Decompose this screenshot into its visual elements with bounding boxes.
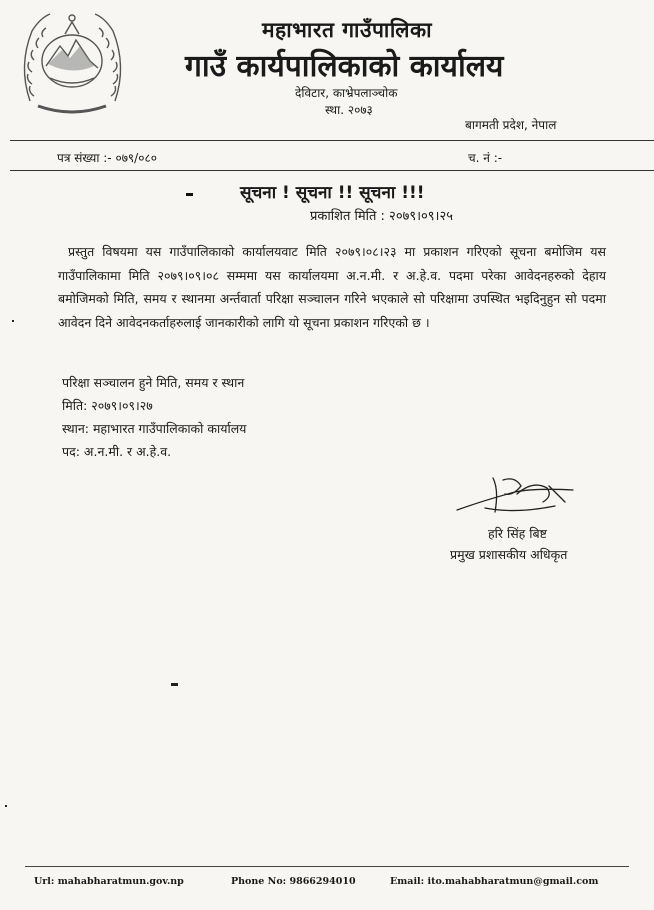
- municipality-name: महाभारत गाउँपालिका: [262, 18, 433, 42]
- letter-number: पत्र संख्या :- ०७९/०८०: [57, 151, 157, 165]
- header-divider-bottom: [10, 170, 654, 171]
- notice-title: सूचना ! सूचना !! सूचना !!!: [240, 183, 425, 203]
- scan-mark: [12, 320, 14, 322]
- province-name: बागमती प्रदेश, नेपाल: [465, 118, 557, 132]
- office-address: देविटार, काभ्रेपलाञ्चोक: [295, 86, 398, 100]
- office-name: गाउँ कार्यपालिकाको कार्यालय: [185, 49, 504, 84]
- dispatch-number: च. नं :-: [468, 151, 503, 165]
- established-year: स्था. २०७३: [325, 103, 373, 117]
- exam-post: पद: अ.न.मी. र अ.हे.व.: [62, 444, 172, 459]
- exam-date: मिति: २०७९।०९।२७: [62, 398, 153, 413]
- footer-email: Email: ito.mahabharatmun@gmail.com: [390, 876, 599, 887]
- footer-url: Url: mahabharatmun.gov.np: [34, 876, 184, 887]
- scan-mark: [186, 193, 193, 196]
- footer-divider: [25, 866, 629, 867]
- published-date: प्रकाशित मिति : २०७९।०९।२५: [310, 209, 453, 224]
- notice-body: प्रस्तुत विषयमा यस गाउँपालिकाको कार्यालयवाट मिति २०७९।०८।२३ मा प्रकाशन गरिएको सूचना बमोजिम यस गाउँपालिकामा मिति २०७९।०९।०८ सम्ममा यस कार्यालयमा अ.न.मी. र अ.हे.व. पदमा परेका आवेदनहरुको देहाय बमोजिमको मिति, समय र स्थानमा अर्न्तवार्ता परिक्षा सञ्चालन गरिने भएकाले सो परिक्षामा उपस्थित भइदिनुहुन सो पदमा आवेदन दिने आवेदनकर्ताहरुलाई जानकारीको लागि यो सूचना प्रकाशन गरिएको छ ।: [58, 244, 606, 330]
- scan-mark: [5, 805, 7, 807]
- signature-icon: [455, 470, 580, 520]
- header-divider-top: [10, 140, 654, 141]
- signatory-title: प्रमुख प्रशासकीय अधिकृत: [450, 547, 568, 562]
- exam-heading: परिक्षा सञ्चालन हुने मिति, समय र स्थान: [62, 375, 245, 390]
- signatory-name: हरि सिंह बिष्ट: [488, 526, 547, 541]
- footer-phone: Phone No: 9866294010: [231, 876, 356, 887]
- exam-venue: स्थान: महाभारत गाउँपालिकाको कार्यालय: [62, 421, 247, 436]
- scan-mark: [171, 683, 178, 686]
- nepal-emblem-icon: [10, 6, 135, 121]
